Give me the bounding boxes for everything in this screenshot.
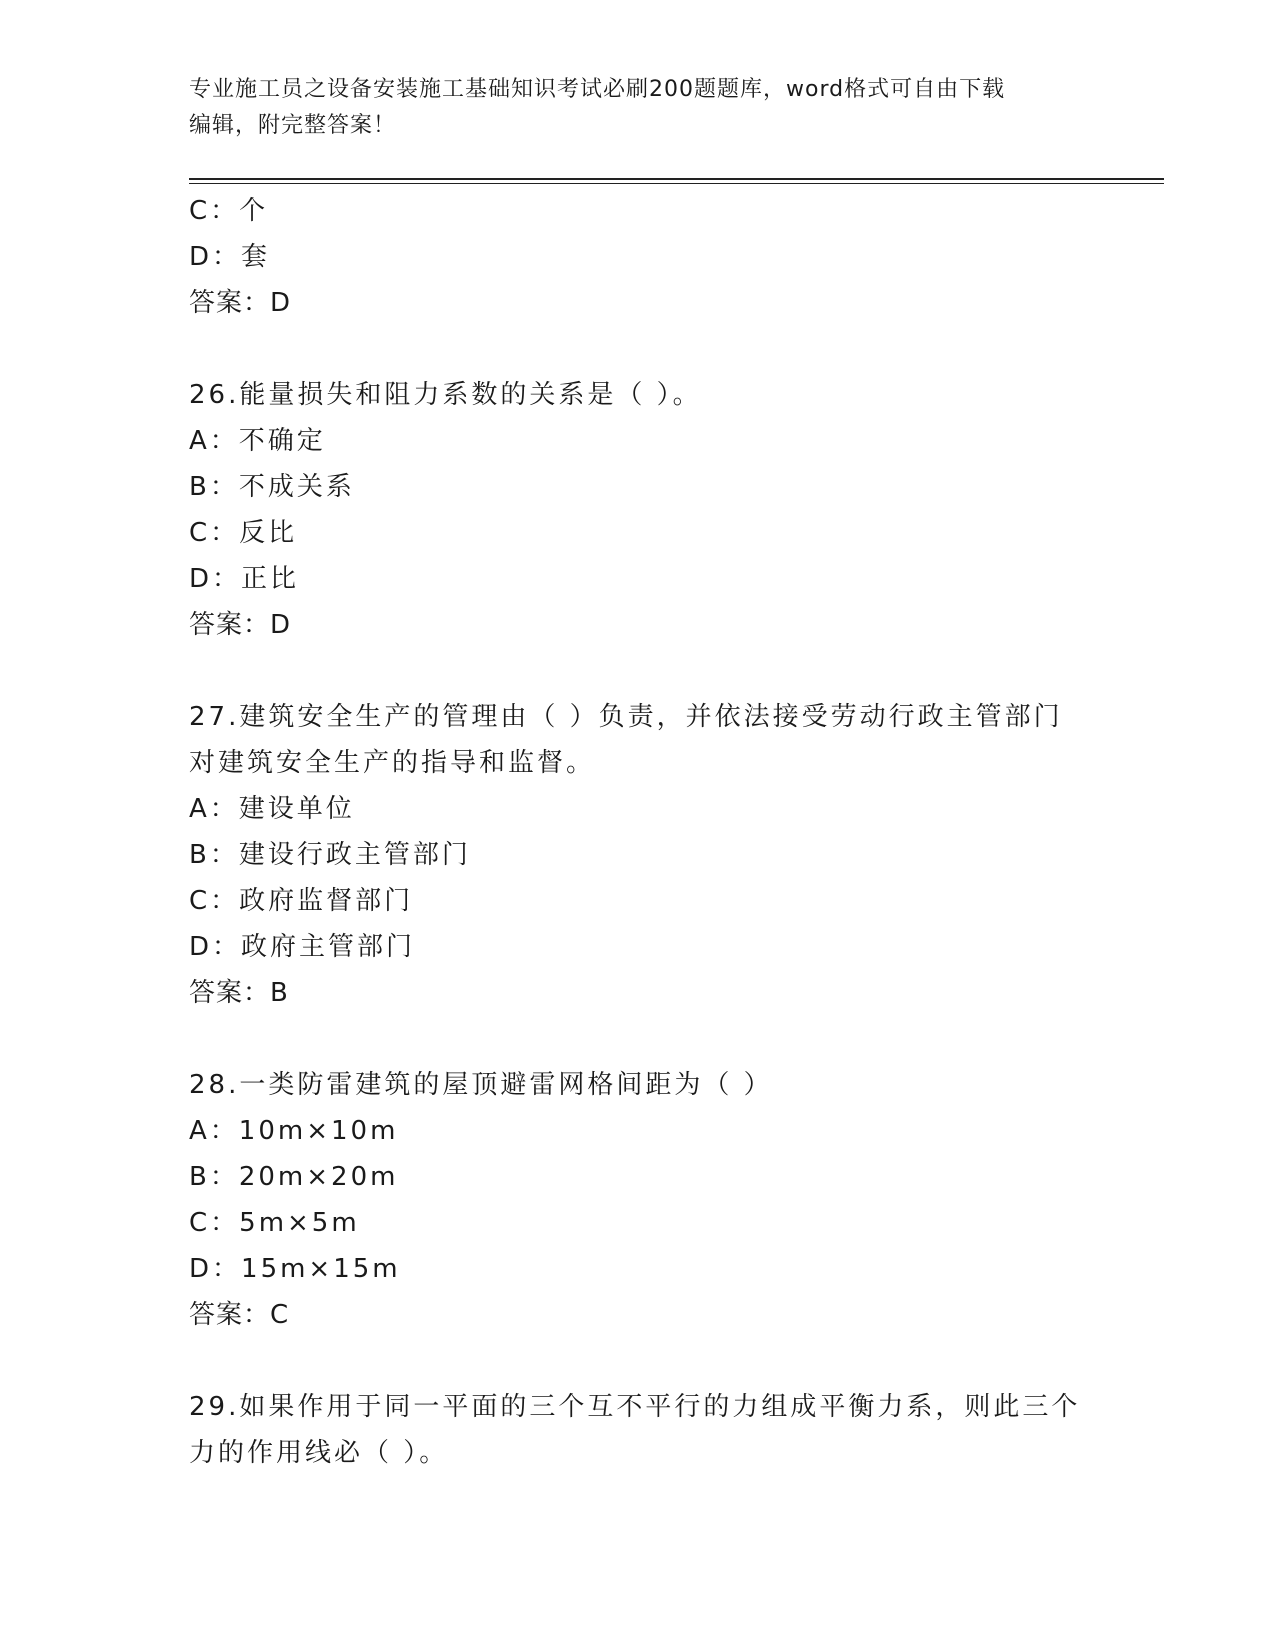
answer: 答案：D xyxy=(189,288,292,318)
option-a: A：10m×10m xyxy=(189,1116,399,1146)
header-divider-thick xyxy=(189,178,1164,180)
question-29 xyxy=(189,1384,1089,1476)
option-c: C：反比 xyxy=(189,518,298,548)
answer: 答案：C xyxy=(189,1300,290,1330)
question-25-fragment xyxy=(189,188,1089,326)
question-text-line-2: 力的作用线必（ ）。 xyxy=(189,1438,449,1468)
option-d: D：政府主管部门 xyxy=(189,932,416,962)
question-text-line-2: 对建筑安全生产的指导和监督。 xyxy=(189,748,596,778)
option-d: D：15m×15m xyxy=(189,1254,401,1284)
option-a: A：不确定 xyxy=(189,426,326,456)
question-text: 28.一类防雷建筑的屋顶避雷网格间距为（ ） xyxy=(189,1070,773,1100)
answer: 答案：D xyxy=(189,610,292,640)
answer: 答案：B xyxy=(189,978,289,1008)
option-c: C：5m×5m xyxy=(189,1208,360,1238)
header-line-2: 编辑，附完整答案！ xyxy=(189,113,397,138)
option-b: B：不成关系 xyxy=(189,472,355,502)
header-divider-thin xyxy=(189,183,1164,184)
option-d: D：套 xyxy=(189,242,271,272)
question-27 xyxy=(189,694,1089,1016)
question-content xyxy=(189,188,1089,1476)
question-26 xyxy=(189,372,1089,648)
option-b: B：20m×20m xyxy=(189,1162,399,1192)
option-b: B：建设行政主管部门 xyxy=(189,840,471,870)
option-c: C：政府监督部门 xyxy=(189,886,414,916)
option-a: A：建设单位 xyxy=(189,794,355,824)
header-line-1: 专业施工员之设备安装施工基础知识考试必刷200题题库，word格式可自由下载 xyxy=(189,77,1006,102)
option-d: D：正比 xyxy=(189,564,300,594)
question-28 xyxy=(189,1062,1089,1338)
question-text-line-1: 29.如果作用于同一平面的三个互不平行的力组成平衡力系，则此三个 xyxy=(189,1392,1081,1422)
question-text-line-1: 27.建筑安全生产的管理由（ ）负责，并依法接受劳动行政主管部门 xyxy=(189,702,1063,732)
option-c: C：个 xyxy=(189,196,269,226)
document-header xyxy=(189,72,1079,144)
question-text: 26.能量损失和阻力系数的关系是（ ）。 xyxy=(189,380,702,410)
